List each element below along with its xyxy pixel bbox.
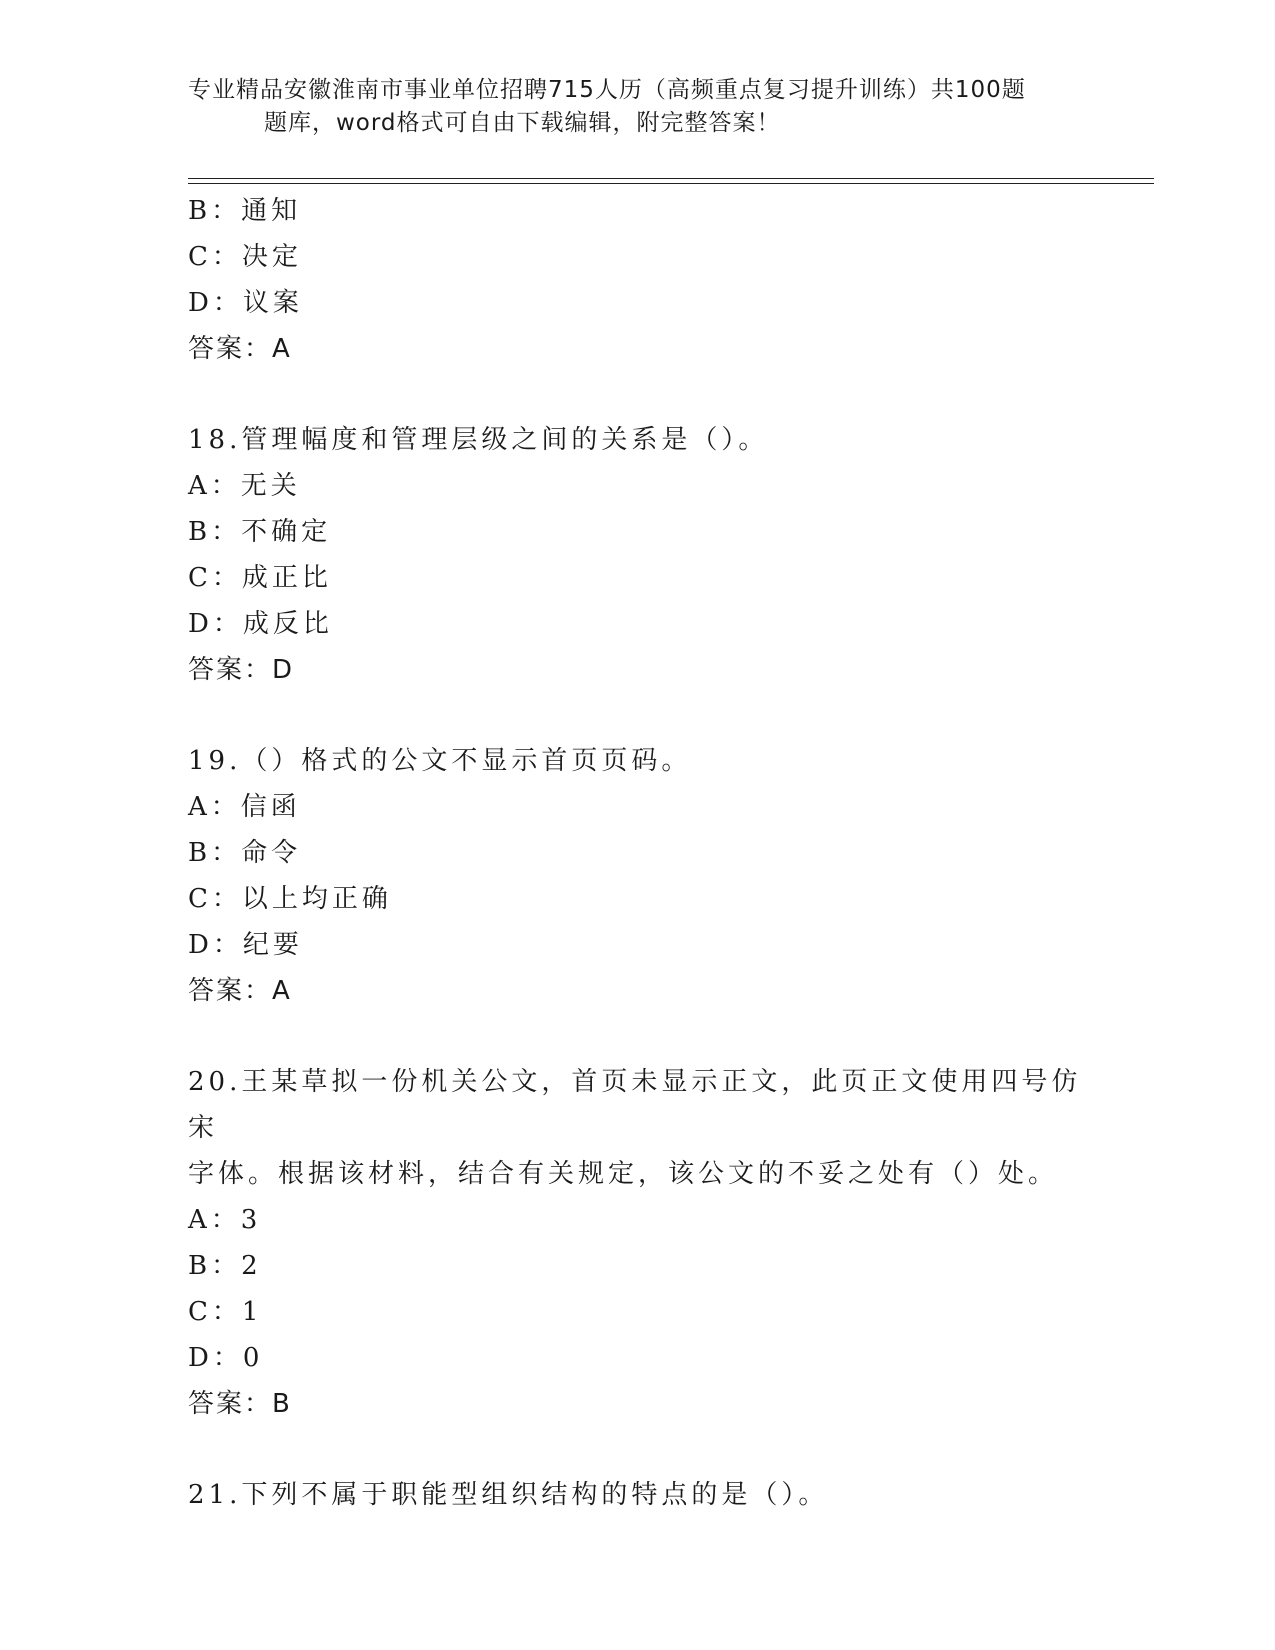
header-divider-bottom	[188, 183, 1154, 184]
option-d: D：议案	[188, 288, 303, 318]
header-divider-top	[188, 178, 1154, 179]
question-18	[188, 417, 1088, 693]
question-17-continued	[188, 188, 1088, 372]
question-stem-line-1: 20.王某草拟一份机关公文，首页未显示正文，此页正文使用四号仿宋	[188, 1067, 1082, 1143]
option-a: A：无关	[188, 471, 301, 501]
option-a: A：信函	[188, 792, 301, 822]
option-c: C：决定	[188, 242, 302, 272]
option-c: C：1	[188, 1297, 263, 1327]
question-19	[188, 738, 1088, 1014]
question-stem: 21.下列不属于职能型组织结构的特点的是（）。	[188, 1480, 829, 1510]
option-d: D：纪要	[188, 930, 303, 960]
option-c: C：以上均正确	[188, 884, 392, 914]
answer-label: 答案：A	[188, 334, 292, 364]
option-a: A：3	[188, 1205, 262, 1235]
option-d: D：0	[188, 1343, 264, 1373]
answer-label: 答案：D	[188, 655, 295, 685]
question-stem: 18.管理幅度和管理层级之间的关系是（）。	[188, 425, 769, 455]
question-stem: 19.（）格式的公文不显示首页页码。	[188, 746, 692, 776]
option-b: B：命令	[188, 838, 302, 868]
header-title-line-2: 题库，word格式可自由下载编辑，附完整答案！	[264, 110, 781, 136]
header-title-line-1: 专业精品安徽淮南市事业单位招聘715人历（高频重点复习提升训练）共100题	[188, 77, 1026, 103]
question-list	[188, 188, 1088, 1518]
option-b: B：2	[188, 1251, 262, 1281]
question-stem-line-2: 字体。根据该材料，结合有关规定，该公文的不妥之处有（）处。	[188, 1159, 1059, 1189]
document-header	[188, 74, 1068, 140]
question-20	[188, 1059, 1088, 1427]
answer-label: 答案：A	[188, 976, 292, 1006]
option-b: B：不确定	[188, 517, 332, 547]
option-b: B：通知	[188, 196, 302, 226]
question-21	[188, 1472, 1088, 1518]
option-d: D：成反比	[188, 609, 333, 639]
option-c: C：成正比	[188, 563, 332, 593]
answer-label: 答案：B	[188, 1389, 292, 1419]
